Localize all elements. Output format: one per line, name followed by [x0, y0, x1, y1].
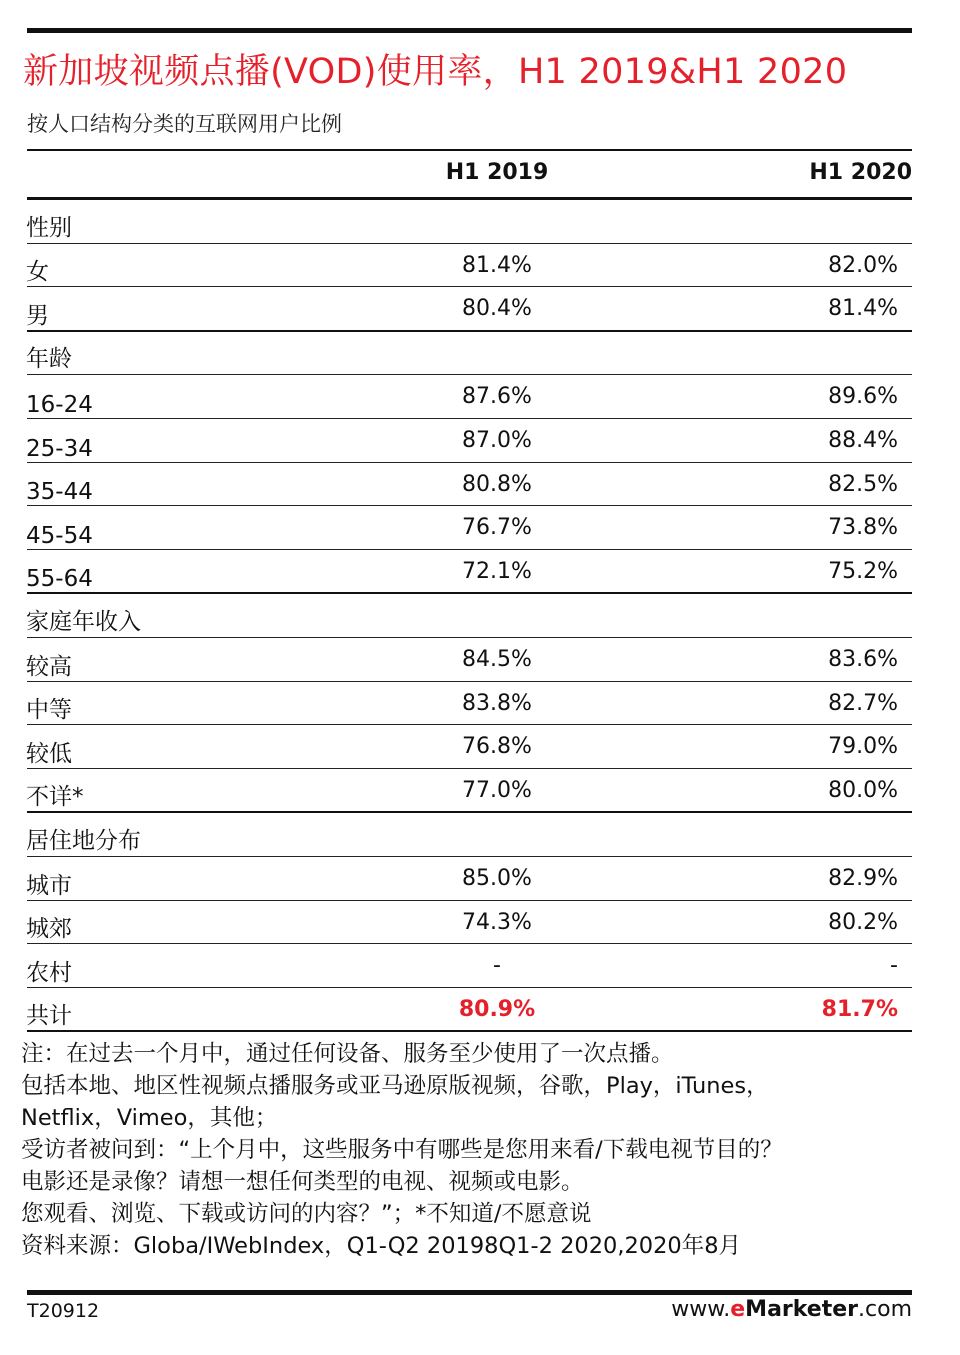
row-label: 年龄	[26, 346, 72, 373]
table-row	[27, 287, 912, 332]
table-row	[27, 506, 912, 550]
table-row	[27, 244, 912, 288]
cell-h1-2019: 87.0%	[462, 427, 532, 453]
cell-h1-2020: 82.0%	[828, 252, 898, 278]
row-label: 农村	[26, 959, 72, 986]
data-table	[27, 200, 912, 1032]
bottom-rule	[27, 1290, 912, 1295]
cell-h1-2019: 83.8%	[462, 690, 532, 716]
row-label: 较低	[26, 740, 72, 767]
note-line: 您观看、浏览、下载或访问的内容？”；*不知道/不愿意说	[21, 1201, 592, 1227]
row-label: 居住地分布	[26, 827, 141, 854]
total-h1-2020: 81.7%	[821, 996, 898, 1022]
row-label: 中等	[26, 697, 72, 724]
cell-h1-2020: 79.0%	[828, 734, 898, 760]
note-line: 包括本地、地区性视频点播服务或亚马逊原版视频，谷歌，Play，iTunes，	[21, 1073, 769, 1099]
brand-e: e	[730, 1297, 746, 1322]
brand-suffix: .com	[858, 1297, 912, 1322]
top-rule	[27, 28, 912, 33]
table-row	[27, 725, 912, 769]
cell-h1-2020: 89.6%	[828, 384, 898, 410]
column-header-h1-2020: H1 2020	[809, 160, 912, 185]
row-label: 家庭年收入	[26, 608, 141, 635]
source-line: 资料来源：Globa/IWebIndex，Q1-Q2 20198Q1-2 2020,2020年8月	[21, 1233, 742, 1259]
table-header	[27, 151, 912, 196]
cell-h1-2020: 73.8%	[828, 515, 898, 541]
note-line: Netflix，Vimeo，其他；	[21, 1105, 278, 1131]
cell-h1-2020: 83.6%	[828, 646, 898, 672]
table-row	[27, 682, 912, 726]
section-row-household-income	[27, 594, 912, 638]
cell-h1-2019: 74.3%	[462, 909, 532, 935]
cell-h1-2019: 80.8%	[462, 471, 532, 497]
chart-id: T20912	[27, 1300, 100, 1322]
row-label: 男	[26, 302, 49, 329]
section-row-age	[27, 332, 912, 376]
row-label: 55-64	[26, 566, 93, 593]
cell-h1-2019: -	[493, 953, 501, 979]
cell-h1-2020: 75.2%	[828, 558, 898, 584]
brand-url[interactable]	[671, 1297, 912, 1322]
footnotes	[21, 1038, 951, 1262]
brand-prefix: www.	[671, 1297, 731, 1322]
total-row	[27, 988, 912, 1033]
table-row	[27, 857, 912, 901]
cell-h1-2020: -	[890, 953, 898, 979]
cell-h1-2019: 81.4%	[462, 252, 532, 278]
cell-h1-2019: 77.0%	[462, 777, 532, 803]
cell-h1-2020: 82.5%	[828, 471, 898, 497]
column-header-h1-2019: H1 2019	[445, 160, 549, 185]
row-label: 城郊	[26, 916, 72, 943]
row-label: 25-34	[26, 435, 93, 462]
table-row	[27, 463, 912, 507]
row-label: 城市	[26, 872, 72, 899]
note-line: 注：在过去一个月中，通过任何设备、服务至少使用了一次点播。	[21, 1041, 674, 1067]
cell-h1-2020: 82.9%	[828, 865, 898, 891]
row-label: 性别	[26, 214, 72, 241]
cell-h1-2019: 85.0%	[462, 865, 532, 891]
table-row	[27, 944, 912, 988]
cell-h1-2019: 72.1%	[462, 558, 532, 584]
row-label: 不详*	[26, 784, 84, 811]
note-line: 受访者被问到：“上个月中，这些服务中有哪些是您用来看/下载电视节目的？	[21, 1137, 783, 1163]
page-title: 新加坡视频点播(VOD)使用率，H1 2019&H1 2020	[23, 52, 848, 92]
cell-h1-2019: 80.4%	[462, 296, 532, 322]
table-row	[27, 901, 912, 945]
page-subtitle: 按人口结构分类的互联网用户比例	[27, 112, 342, 136]
row-label: 16-24	[26, 391, 93, 418]
cell-h1-2019: 76.7%	[462, 515, 532, 541]
cell-h1-2020: 80.0%	[828, 777, 898, 803]
row-label: 女	[26, 259, 49, 286]
table-row	[27, 638, 912, 682]
table-row	[27, 375, 912, 419]
row-label: 较高	[26, 653, 72, 680]
row-label: 共计	[26, 1003, 72, 1030]
section-row-residence	[27, 813, 912, 857]
brand-name: Marketer	[745, 1297, 859, 1322]
cell-h1-2020: 82.7%	[828, 690, 898, 716]
table-row	[27, 550, 912, 595]
cell-h1-2019: 87.6%	[462, 384, 532, 410]
cell-h1-2020: 80.2%	[828, 909, 898, 935]
cell-h1-2020: 88.4%	[828, 427, 898, 453]
cell-h1-2019: 84.5%	[462, 646, 532, 672]
table-row	[27, 419, 912, 463]
row-label: 35-44	[26, 479, 93, 506]
section-row-gender	[27, 200, 912, 244]
total-h1-2019: 80.9%	[458, 996, 536, 1022]
row-label: 45-54	[26, 522, 93, 549]
table-row	[27, 769, 912, 814]
cell-h1-2020: 81.4%	[828, 296, 898, 322]
cell-h1-2019: 76.8%	[462, 734, 532, 760]
note-line: 电影还是录像？请想一想任何类型的电视、视频或电影。	[21, 1169, 584, 1195]
